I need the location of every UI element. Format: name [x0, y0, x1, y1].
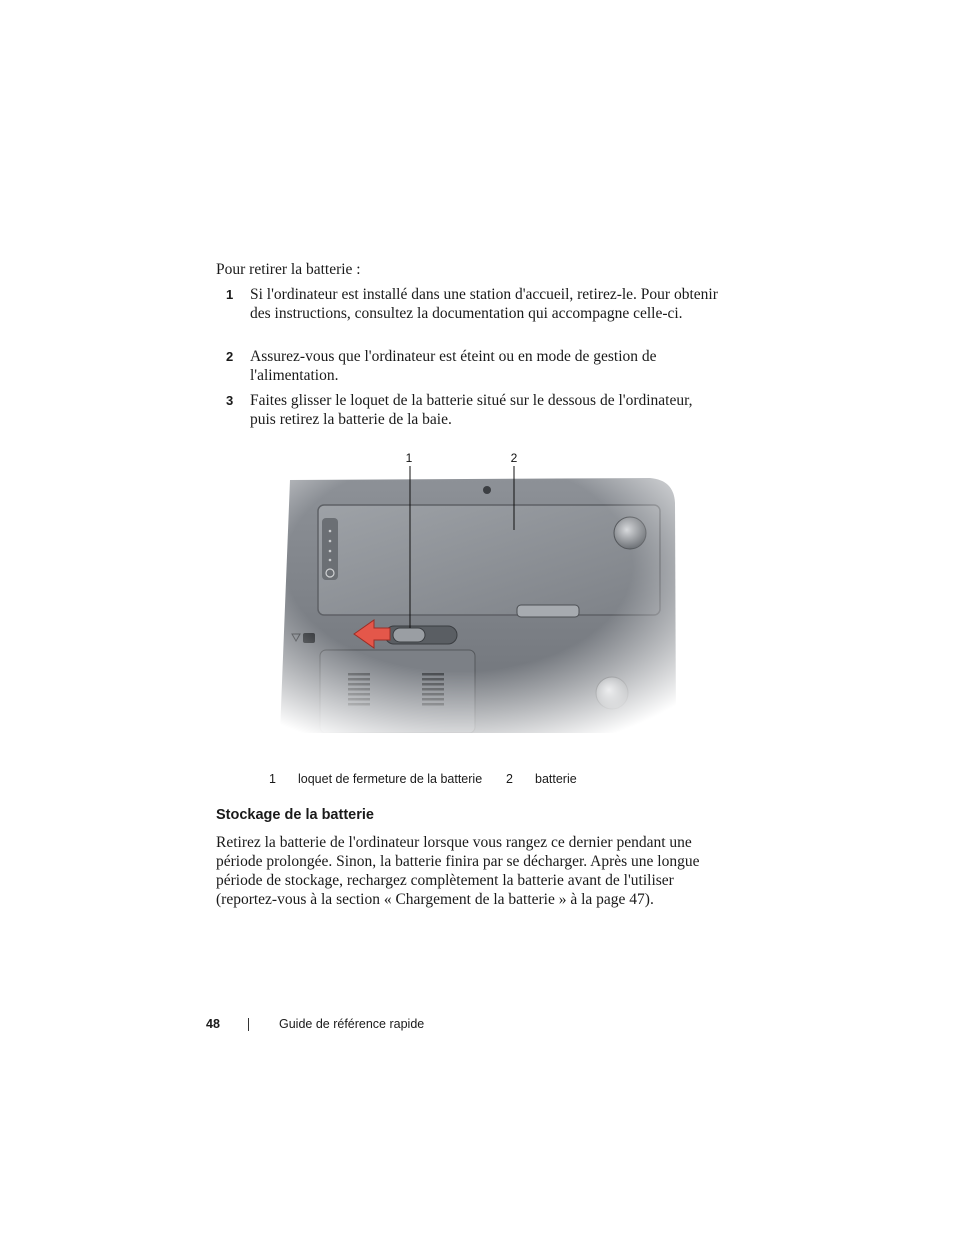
caption-number: 1 — [269, 772, 276, 786]
step-text: Assurez-vous que l'ordinateur est éteint ou en mode de gestion de l'alimentation. — [250, 348, 657, 384]
step-number: 3 — [226, 393, 234, 408]
callout-number: 2 — [510, 451, 518, 465]
footer-divider — [248, 1018, 249, 1031]
intro-text: Pour retirer la batterie : — [216, 261, 361, 278]
guide-title: Guide de référence rapide — [279, 1017, 425, 1031]
section-heading: Stockage de la batterie — [216, 807, 374, 823]
callout-number: 1 — [405, 451, 413, 465]
step-number: 2 — [226, 349, 234, 364]
step-text: Si l'ordinateur est installé dans une station d'accueil, retirez-le. Pour obtenir des instructions, consultez la documentation qui accompagne celle-ci. — [250, 286, 718, 322]
step-text: Faites glisser le loquet de la batterie situé sur le dessous de l'ordinateur, puis retirez la batterie de la baie. — [250, 392, 693, 428]
caption-label: batterie — [535, 772, 577, 786]
step-number: 1 — [226, 287, 234, 302]
battery-figure — [270, 448, 690, 733]
page-number: 48 — [206, 1017, 220, 1031]
caption-label: loquet de fermeture de la batterie — [298, 772, 483, 786]
edge-fade — [270, 473, 690, 733]
caption-number: 2 — [506, 772, 513, 786]
body-paragraph: Retirez la batterie de l'ordinateur lorsque vous rangez ce dernier pendant une période prolongée. Sinon, la batterie finira par se décharger. Après une longue période de stockage, rechargez complètement la batterie avant de l'utiliser (reportez-vous à la section « Chargement de la batterie » à la page 47). — [216, 834, 700, 908]
